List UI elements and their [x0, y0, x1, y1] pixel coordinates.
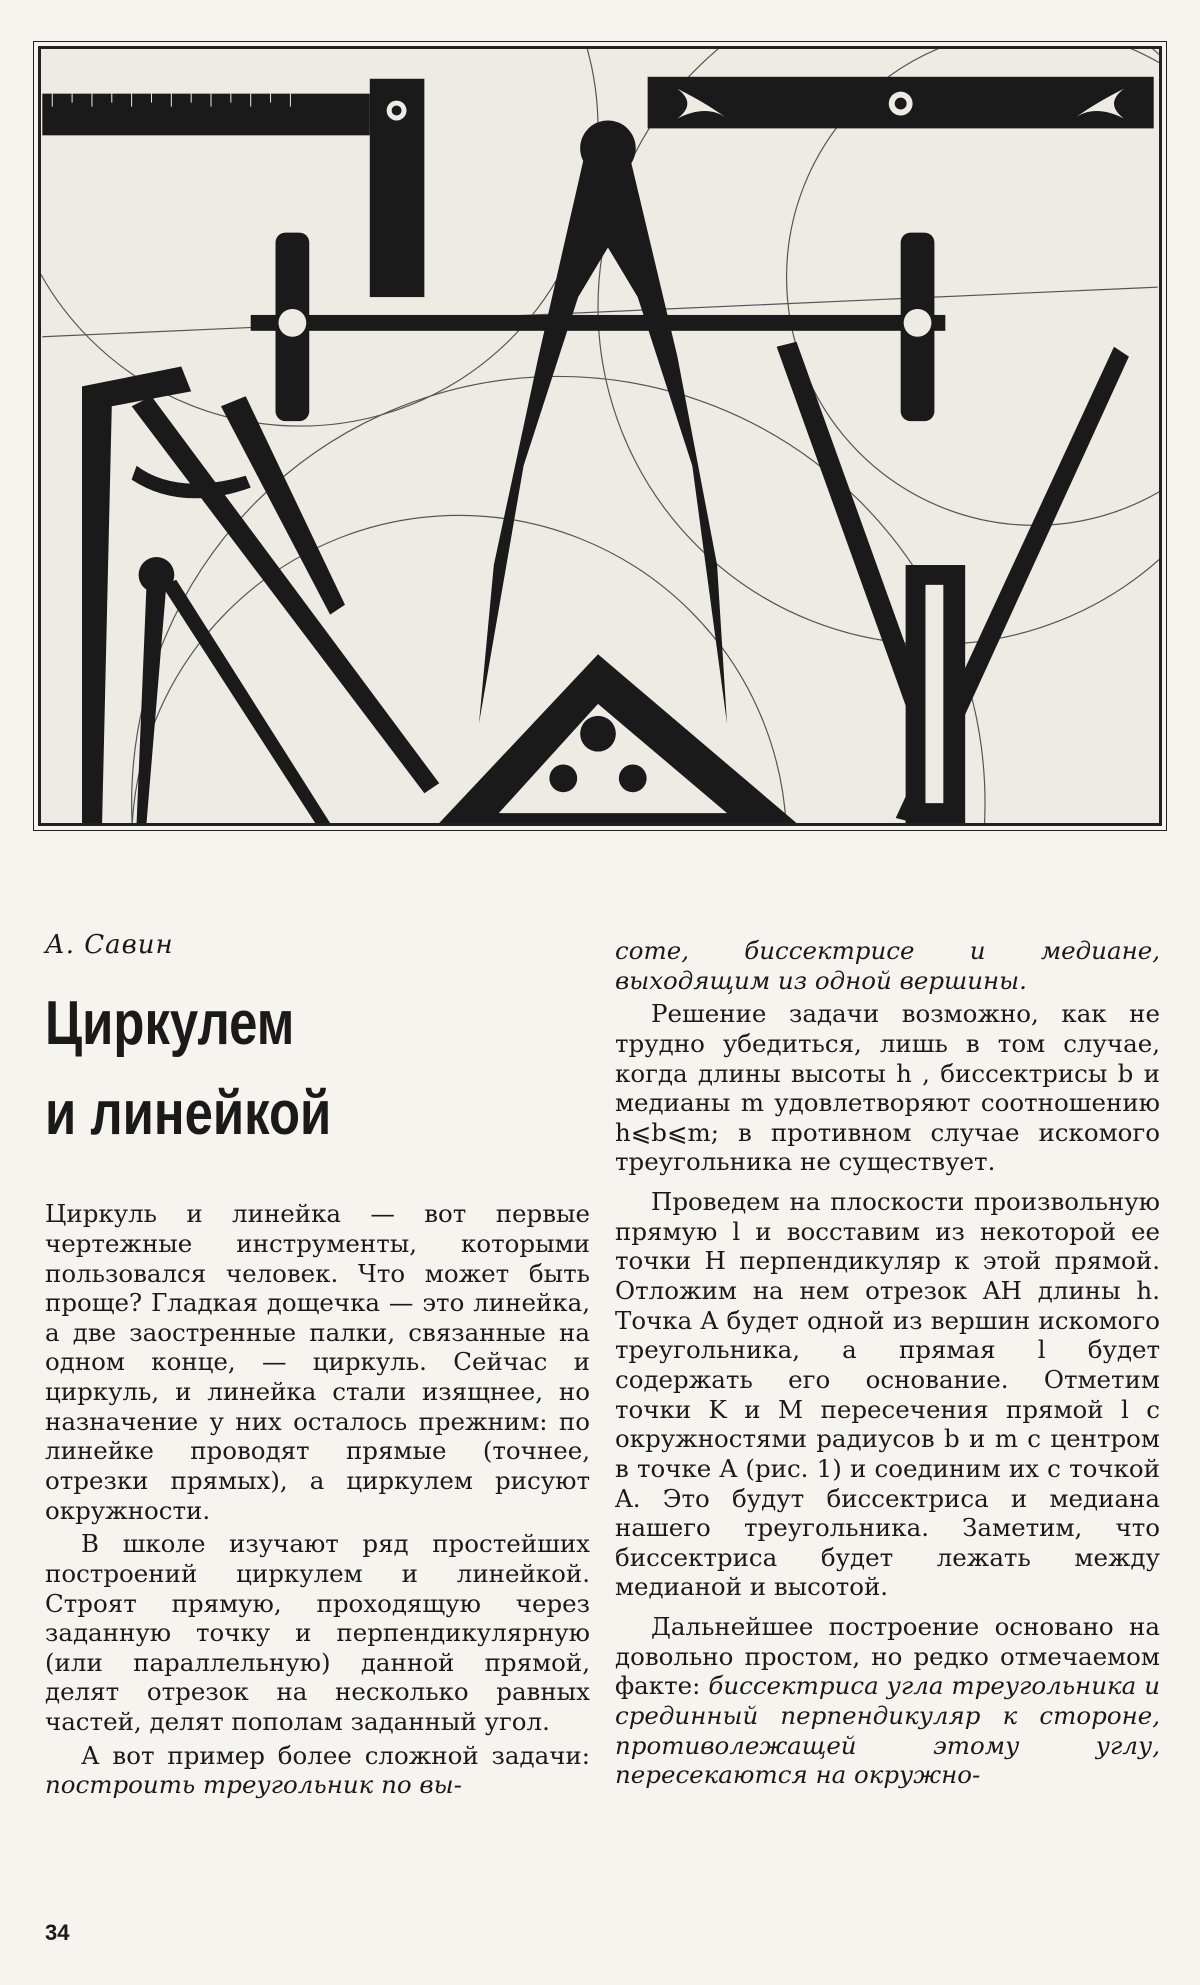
problem-statement-end: соте, биссектрисе и медиане, выходящим из одной вершины.: [615, 936, 1160, 995]
page-number: 34: [45, 1920, 70, 1945]
paragraph-problem: [45, 1741, 590, 1800]
title-line-1: Циркулем: [45, 989, 295, 1059]
author-name: А. Савин: [45, 930, 174, 960]
paragraph-school: В школе изучают ряд простейших построений циркулем и линейкой. Строят прямую, проходящую через заданную точку и перпендикулярную (или параллельную) данной прямой, делят отрезок на несколько равных частей, делят пополам заданный угол.: [45, 1529, 590, 1737]
drawing-instruments-engraving: [41, 49, 1159, 823]
paragraph-condition: Решение задачи возможно, как не трудно убедиться, лишь в том случае, когда длины высоты h , биссектрисы b и медианы m удовлетворяют соотношению h⩽b⩽m; в противном случае искомого треугольника не существует.: [615, 999, 1160, 1177]
paragraph-construction: Проведем на плоскости произвольную прямую l и восставим из некоторой ее точки H перпендикуляр к этой прямой. Отложим на нем отрезок AH длины h. Точка A будет одной из вершин искомого треугольника, а прямая l будет содержать его основание. Отметим точки K и M пересечения прямой l с окружностями радиусов b и m с центром в точке A (рис. 1) и соединим их с точкой A. Это будут биссектриса и медиана нашего треугольника. Заметим, что биссектриса будет лежать между медианой и высотой.: [615, 1187, 1160, 1602]
fact-statement: биссектриса угла треугольника и срединный перпендикуляр к стороне, противолежащей этому углу, пересекаются на окружно-: [615, 1671, 1160, 1790]
left-column: [45, 930, 590, 1804]
paragraph-fact: [615, 1612, 1160, 1790]
problem-statement-start: построить треугольник по вы-: [45, 1770, 462, 1800]
article-title: [45, 979, 492, 1159]
paragraph-intro: Циркуль и линейка — вот первые чертежные инструменты, которыми пользовался человек. Что может быть проще? Гладкая дощечка — это линейка, а две заостренные палки, связанные на одном конце, — циркуль. Сейчас и циркуль, и линейка стали изящнее, но назначение у них осталось прежним: по линейке проводят прямые (точнее, отрезки прямых), а циркулем рисуют окружности.: [45, 1199, 590, 1525]
problem-lead: А вот пример более сложной задачи:: [81, 1740, 590, 1770]
title-line-2: и линейкой: [45, 1079, 332, 1149]
fact-lead: Дальнейшее построение основано на довольно простом, но редко отмечаемом факте:: [615, 1612, 1160, 1701]
right-column: [615, 936, 1160, 1794]
illustration-frame: [38, 46, 1162, 826]
